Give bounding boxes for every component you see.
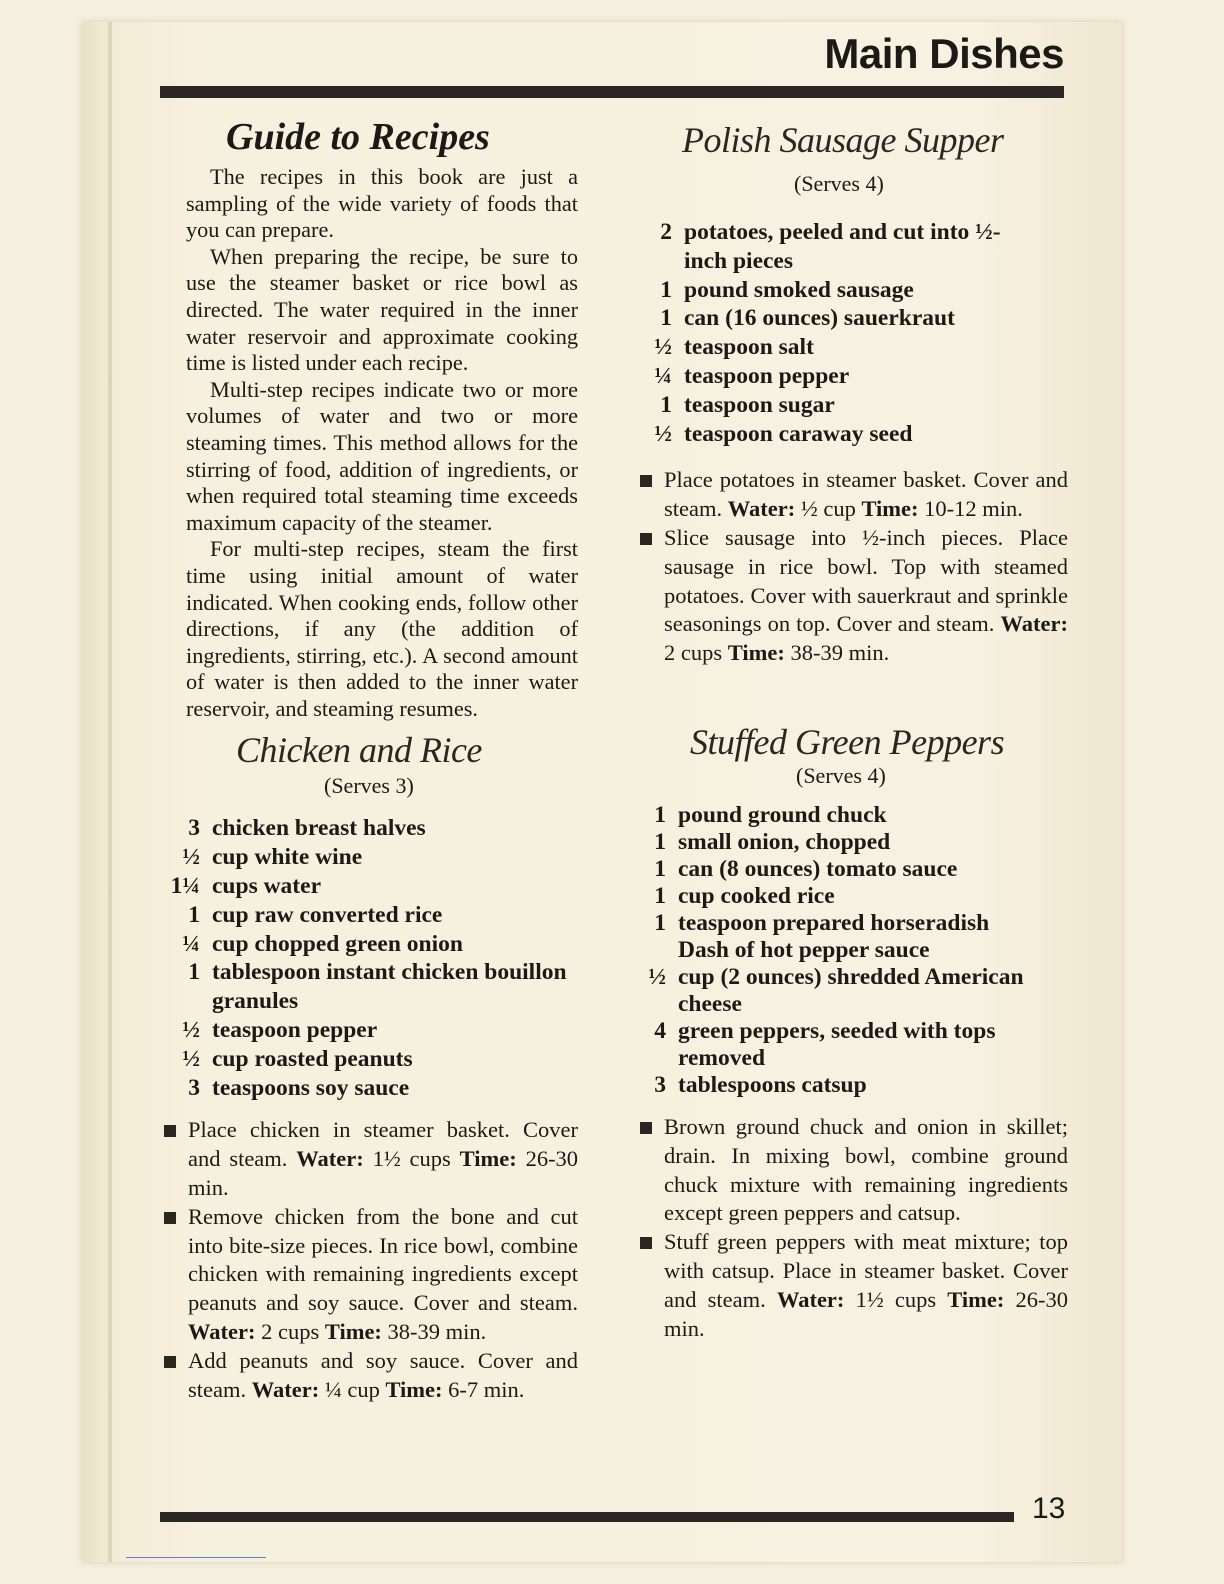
ingredient-item [166, 814, 578, 843]
ingredient-text: green peppers, seeded with tops removed [678, 1017, 996, 1071]
ingredient-quantity: 1 [660, 391, 672, 418]
time-label: Time: [324, 1319, 382, 1345]
step-list [640, 466, 1068, 668]
square-bullet-icon [164, 1125, 176, 1137]
ingredient-text: teaspoon caraway seed [684, 420, 913, 447]
instruction-step [640, 1113, 1068, 1228]
ingredient-text: pound ground chuck [678, 801, 887, 828]
step-text: Brown ground chuck and onion in skillet; drain. In mixing bowl, combine ground chuck mixture with remaining ingredients except green peppers and catsup. [664, 1113, 1068, 1226]
guide-paragraph: The recipes in this book are just a sampling of the wide variety of foods that you can prepare. [186, 164, 578, 243]
square-bullet-icon [640, 533, 652, 545]
water-amount: 2 cups [664, 640, 723, 666]
time-amount: 6-7 min. [448, 1376, 525, 1402]
ingredient-item [632, 1018, 1032, 1072]
ingredient-quantity: 1 [188, 901, 200, 928]
ingredient-quantity: ½ [182, 844, 200, 871]
ingredient-quantity [632, 937, 678, 964]
water-amount: ¼ cup [324, 1376, 380, 1402]
ingredient-quantity: ½ [182, 1045, 200, 1072]
water-label: Water: [727, 496, 796, 522]
water-amount: 2 cups [261, 1319, 320, 1345]
time-amount: 38-39 min. [387, 1319, 487, 1345]
ingredient-item [166, 901, 578, 930]
section-title: Main Dishes [824, 30, 1064, 77]
ingredient-list [638, 218, 1038, 448]
step-text: Add peanuts and soy sauce. Cover and steam. [188, 1347, 578, 1402]
water-amount: ½ cup [800, 496, 856, 522]
water-label: Water: [188, 1319, 256, 1345]
ingredient-text: cup raw converted rice [212, 901, 443, 928]
ingredient-text: teaspoon prepared horseradish [678, 909, 990, 936]
ingredient-item [166, 958, 578, 1016]
square-bullet-icon [640, 1122, 652, 1134]
recipe-polish-sausage-supper [640, 118, 1068, 668]
time-label: Time: [947, 1286, 1005, 1312]
ingredient-item [632, 829, 1032, 856]
time-label: Time: [727, 640, 785, 666]
time-label: Time: [459, 1146, 517, 1172]
ingredient-item [638, 276, 1038, 305]
ingredient-quantity: ¼ [182, 930, 200, 957]
square-bullet-icon [164, 1212, 176, 1224]
ingredient-item [166, 1045, 578, 1074]
ingredient-text: teaspoon sugar [684, 391, 835, 418]
recipe-serves: (Serves 4) [794, 171, 884, 196]
ingredient-item [638, 304, 1038, 333]
instruction-step [640, 1228, 1068, 1343]
instruction-step [164, 1203, 578, 1347]
ingredient-text: potatoes, peeled and cut into ½-inch pieces [684, 219, 1001, 274]
ingredient-text: teaspoon salt [684, 334, 814, 361]
ingredient-text: teaspoon pepper [684, 362, 850, 389]
ingredient-item [638, 333, 1038, 362]
step-text: Place chicken in steamer basket. Cover and steam. [188, 1117, 578, 1172]
ingredient-quantity: ¼ [654, 362, 672, 389]
water-label: Water: [296, 1146, 364, 1172]
ingredient-text: cups water [212, 873, 321, 900]
ingredient-quantity: 1 [188, 959, 200, 986]
time-amount: 10-12 min. [924, 496, 1023, 522]
ingredient-text: chicken breast halves [212, 815, 426, 842]
ingredient-item [632, 883, 1032, 910]
step-list [164, 1116, 578, 1404]
time-amount: 26-30 min. [664, 1286, 1069, 1341]
step-content [664, 466, 1068, 524]
step-content [664, 1113, 1068, 1228]
ingredient-item [166, 1016, 578, 1045]
ingredient-text: can (16 ounces) sauerkraut [684, 305, 955, 332]
ingredient-text: can (8 ounces) tomato sauce [678, 855, 958, 882]
instruction-step [640, 466, 1068, 524]
page-fold-shadow [108, 22, 112, 1562]
ingredient-text: teaspoon pepper [212, 1017, 378, 1044]
ingredient-quantity: 4 [654, 1017, 666, 1044]
ingredient-text: teaspoons soy sauce [212, 1074, 410, 1101]
recipe-serves: (Serves 3) [324, 773, 414, 799]
ingredient-text: small onion, chopped [678, 828, 891, 855]
ingredient-quantity: 1¼ [170, 873, 200, 900]
ingredient-text: tablespoons catsup [678, 1071, 867, 1098]
instruction-step [164, 1347, 578, 1405]
ingredient-item [638, 218, 1038, 276]
guide-paragraph: For multi-step recipes, steam the first time using initial amount of water indicated. When cooking ends, follow other directions, if any (the addition of ingredients, stirring, etc.). A second amount of water is then added to the inner water reservoir, and steaming resumes. [186, 536, 578, 721]
ingredient-quantity: 1 [654, 909, 666, 936]
step-content [188, 1203, 578, 1347]
recipe-title: Polish Sausage Supper [682, 120, 1004, 160]
square-bullet-icon [640, 475, 652, 487]
ingredient-item [632, 910, 1032, 937]
recipe-title: Chicken and Rice [236, 730, 482, 771]
left-column [170, 112, 579, 1404]
water-label: Water: [1000, 611, 1069, 637]
ingredient-item [638, 391, 1038, 420]
ingredient-text: Dash of hot pepper sauce [678, 936, 930, 963]
ingredient-item [166, 872, 578, 901]
ingredient-item [632, 856, 1032, 883]
ingredient-quantity: 1 [660, 305, 672, 332]
ingredient-quantity: 2 [660, 219, 672, 245]
step-content [188, 1347, 578, 1405]
ingredient-quantity: 1 [660, 276, 672, 303]
step-content [188, 1116, 578, 1202]
ingredient-quantity: 3 [188, 815, 200, 842]
ingredient-list [166, 814, 578, 1102]
water-amount: 1½ cups [855, 1286, 937, 1312]
ingredient-item [166, 1074, 578, 1103]
ingredient-text: cup (2 ounces) shredded American cheese [678, 963, 1024, 1017]
ingredient-item [166, 843, 578, 872]
instruction-step [164, 1116, 578, 1202]
ingredient-item [638, 362, 1038, 391]
right-column [640, 112, 1068, 1343]
ingredient-item [632, 964, 1032, 1018]
ingredient-text: cup chopped green onion [212, 930, 463, 957]
ingredient-item [632, 937, 1032, 964]
recipe-chicken-and-rice [170, 728, 579, 1404]
time-label: Time: [861, 496, 919, 522]
ingredient-quantity: 1 [654, 828, 666, 855]
recipe-title: Stuffed Green Peppers [690, 721, 1005, 762]
time-amount: 26-30 min. [188, 1146, 579, 1201]
water-label: Water: [776, 1286, 845, 1312]
time-label: Time: [385, 1376, 443, 1402]
water-amount: 1½ cups [372, 1146, 451, 1172]
square-bullet-icon [640, 1237, 652, 1249]
page-number: 13 [1032, 1492, 1066, 1525]
ingredient-quantity: 3 [188, 1074, 200, 1101]
ingredient-quantity: 1 [654, 855, 666, 882]
ingredient-quantity: ½ [654, 420, 672, 447]
step-text: Slice sausage into ½-inch pieces. Place sausage in rice bowl. Top with steamed potatoes. Cover with sauerkraut and sprinkle seasonings on top. Cover and steam. [664, 524, 1068, 637]
step-text: Place potatoes in steamer basket. Cover and steam. [664, 467, 1068, 522]
step-list [640, 1113, 1068, 1343]
scan-artifact-line [126, 1557, 266, 1558]
bottom-rule [160, 1512, 1014, 1522]
ingredient-item [632, 802, 1032, 829]
ingredient-quantity: 1 [654, 882, 666, 909]
ingredient-text: cup cooked rice [678, 882, 835, 909]
time-amount: 38-39 min. [790, 640, 890, 666]
guide-title: Guide to Recipes [226, 116, 490, 158]
instruction-step [640, 524, 1068, 668]
step-text: Remove chicken from the bone and cut into bite-size pieces. In rice bowl, combine chicken with remaining ingredients except peanuts and soy sauce. Cover and steam. [188, 1203, 578, 1316]
water-label: Water: [251, 1376, 320, 1402]
ingredient-quantity: ½ [654, 334, 672, 361]
ingredient-text: tablespoon instant chicken bouillon granules [212, 959, 567, 1015]
ingredient-text: cup white wine [212, 844, 363, 871]
ingredient-item [166, 930, 578, 959]
ingredient-item [632, 1072, 1032, 1099]
recipe-stuffed-green-peppers [640, 720, 1068, 1343]
ingredient-quantity: ½ [182, 1017, 200, 1044]
step-text: Stuff green peppers with meat mixture; top with catsup. Place in steamer basket. Cover and steam. [664, 1229, 1068, 1312]
guide-paragraph: Multi-step recipes indicate two or more volumes of water and two or more steaming times. This method allows for the stirring of food, addition of ingredients, or when required total steaming time exceeds maximum capacity of the steamer. [186, 376, 578, 535]
top-rule [160, 86, 1064, 98]
ingredient-item [638, 420, 1038, 449]
ingredient-quantity: 1 [654, 801, 666, 828]
recipe-serves: (Serves 4) [796, 762, 886, 788]
ingredient-quantity: ½ [648, 963, 666, 990]
ingredient-text: cup roasted peanuts [212, 1045, 413, 1072]
ingredient-text: pound smoked sausage [684, 276, 914, 303]
ingredient-list [632, 802, 1032, 1099]
guide-paragraph: When preparing the recipe, be sure to use the steamer basket or rice bowl as directed. The water required in the inner water reservoir and approximate cooking time is listed under each recipe. [186, 243, 578, 376]
step-content [664, 524, 1068, 668]
ingredient-quantity: 3 [654, 1071, 666, 1098]
step-content [664, 1228, 1068, 1343]
square-bullet-icon [164, 1356, 176, 1368]
